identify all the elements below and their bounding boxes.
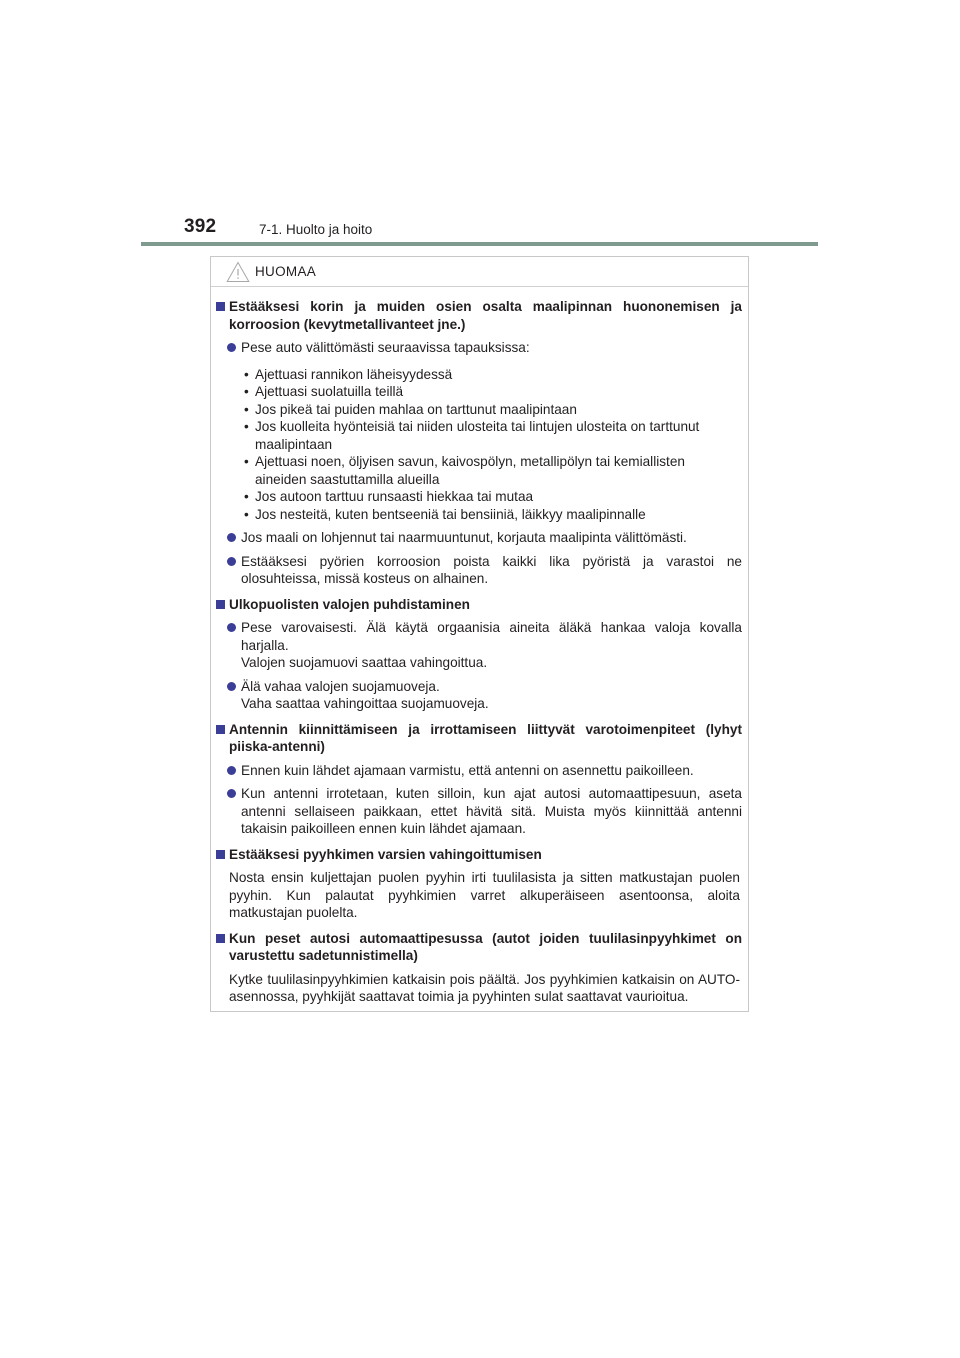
bullet-text: Älä vahaa valojen suojamuoveja. Vaha saattaa vahingoittaa suojamuoveja. bbox=[241, 678, 489, 711]
circle-bullet-icon bbox=[227, 557, 236, 566]
heading-text: Estääksesi korin ja muiden osien osalta maalipinnan huononemisen ja korroosion (kevytmetallivanteet jne.) bbox=[229, 299, 742, 332]
heading-text: Estääksesi pyyhkimen varsien vahingoittumisen bbox=[229, 846, 542, 862]
section-heading bbox=[211, 298, 748, 333]
bullet-item bbox=[211, 553, 748, 588]
square-bullet-icon bbox=[216, 600, 225, 609]
sub-list-item: • Jos pikeä tai puiden mahlaa on tarttunut maalipintaan bbox=[211, 401, 748, 419]
bullet-text: Kun antenni irrotetaan, kuten silloin, kun ajat autosi automaattipesuun, aseta antenni sellaiseen paikkaan, ettet hävitä sitä. Muista myös kiinnittää antenni takaisin paikoilleen ennen kuin lähdet ajamaan. bbox=[241, 786, 742, 836]
section-heading bbox=[211, 930, 748, 965]
heading-text: Ulkopuolisten valojen puhdistaminen bbox=[229, 596, 470, 612]
page-number: 392 bbox=[184, 216, 217, 237]
circle-bullet-icon bbox=[227, 766, 236, 775]
sub-list-item: • Ajettuasi noen, öljyisen savun, kaivospölyn, metallipölyn tai kemiallisten aineiden saastuttamilla alueilla bbox=[211, 453, 748, 488]
circle-bullet-icon bbox=[227, 789, 236, 798]
bullet-text: Ennen kuin lähdet ajamaan varmistu, että antenni on asennettu paikoilleen. bbox=[241, 762, 694, 778]
bullet-item bbox=[211, 678, 748, 713]
square-bullet-icon bbox=[216, 934, 225, 943]
bullet-item bbox=[211, 762, 748, 780]
heading-text: Antennin kiinnittämiseen ja irrottamiseen liittyvät varotoimenpiteet (lyhyt piiska-antenni) bbox=[229, 721, 742, 754]
circle-bullet-icon bbox=[227, 623, 236, 632]
section-heading bbox=[211, 846, 748, 864]
section-heading bbox=[211, 721, 748, 756]
square-bullet-icon bbox=[216, 302, 225, 311]
section-heading bbox=[211, 596, 748, 614]
paragraph: Kytke tuulilasinpyyhkimien katkaisin pois päältä. Jos pyyhkimien katkaisin on AUTO-asennossa, pyyhkijät saattavat toimia ja pyyhinten sulat saattavat vaurioitua. bbox=[229, 971, 740, 1004]
bullet-item bbox=[211, 339, 748, 357]
bullet-item bbox=[211, 785, 748, 838]
circle-bullet-icon bbox=[227, 533, 236, 542]
sub-list-item: • Ajettuasi rannikon läheisyydessä bbox=[211, 366, 748, 384]
sub-list bbox=[211, 366, 748, 524]
warning-triangle-icon bbox=[226, 261, 250, 283]
heading-text: Kun peset autosi automaattipesussa (autot joiden tuulilasinpyyhkimet on varustettu sadetunnistimella) bbox=[229, 930, 742, 963]
sub-list-item: • Jos nesteitä, kuten bentseeniä tai bensiiniä, läikkyy maalipinnalle bbox=[211, 506, 748, 524]
circle-bullet-icon bbox=[227, 343, 236, 352]
notice-header bbox=[211, 257, 748, 287]
sub-list-item: • Ajettuasi suolatuilla teillä bbox=[211, 383, 748, 401]
notice-box bbox=[210, 256, 749, 1012]
sub-list-item: • Jos kuolleita hyönteisiä tai niiden ulosteita tai lintujen ulosteita on tarttunut maalipintaan bbox=[211, 418, 748, 453]
bullet-text: Jos maali on lohjennut tai naarmuuntunut, korjauta maalipinta välittömästi. bbox=[241, 530, 687, 545]
header-rule bbox=[141, 242, 818, 246]
section-title: 7-1. Huolto ja hoito bbox=[259, 222, 373, 237]
sub-list-item: • Jos autoon tarttuu runsaasti hiekkaa tai mutaa bbox=[211, 488, 748, 506]
square-bullet-icon bbox=[216, 725, 225, 734]
bullet-text: Pese auto välittömästi seuraavissa tapauksissa: bbox=[241, 340, 530, 355]
square-bullet-icon bbox=[216, 850, 225, 859]
paragraph: Nosta ensin kuljettajan puolen pyyhin irti tuulilasista ja sitten matkustajan puolen pyyhin. Kun palautat pyyhkimien varret alkuperäiseen asentoonsa, aloita matkustajan puolelta. bbox=[229, 870, 740, 920]
circle-bullet-icon bbox=[227, 682, 236, 691]
bullet-item bbox=[211, 619, 748, 672]
bullet-text: Estääksesi pyörien korroosion poista kaikki lika pyöristä ja varastoi ne olosuhteissa, missä kosteus on alhainen. bbox=[241, 553, 742, 586]
bullet-text: Pese varovaisesti. Älä käytä orgaanisia aineita äläkä hankaa valoja kovalla harjalla. Valojen suojamuovi saattaa vahingoittua. bbox=[241, 620, 742, 670]
notice-content bbox=[211, 298, 748, 1006]
notice-title: HUOMAA bbox=[255, 264, 317, 279]
bullet-item bbox=[211, 529, 748, 547]
